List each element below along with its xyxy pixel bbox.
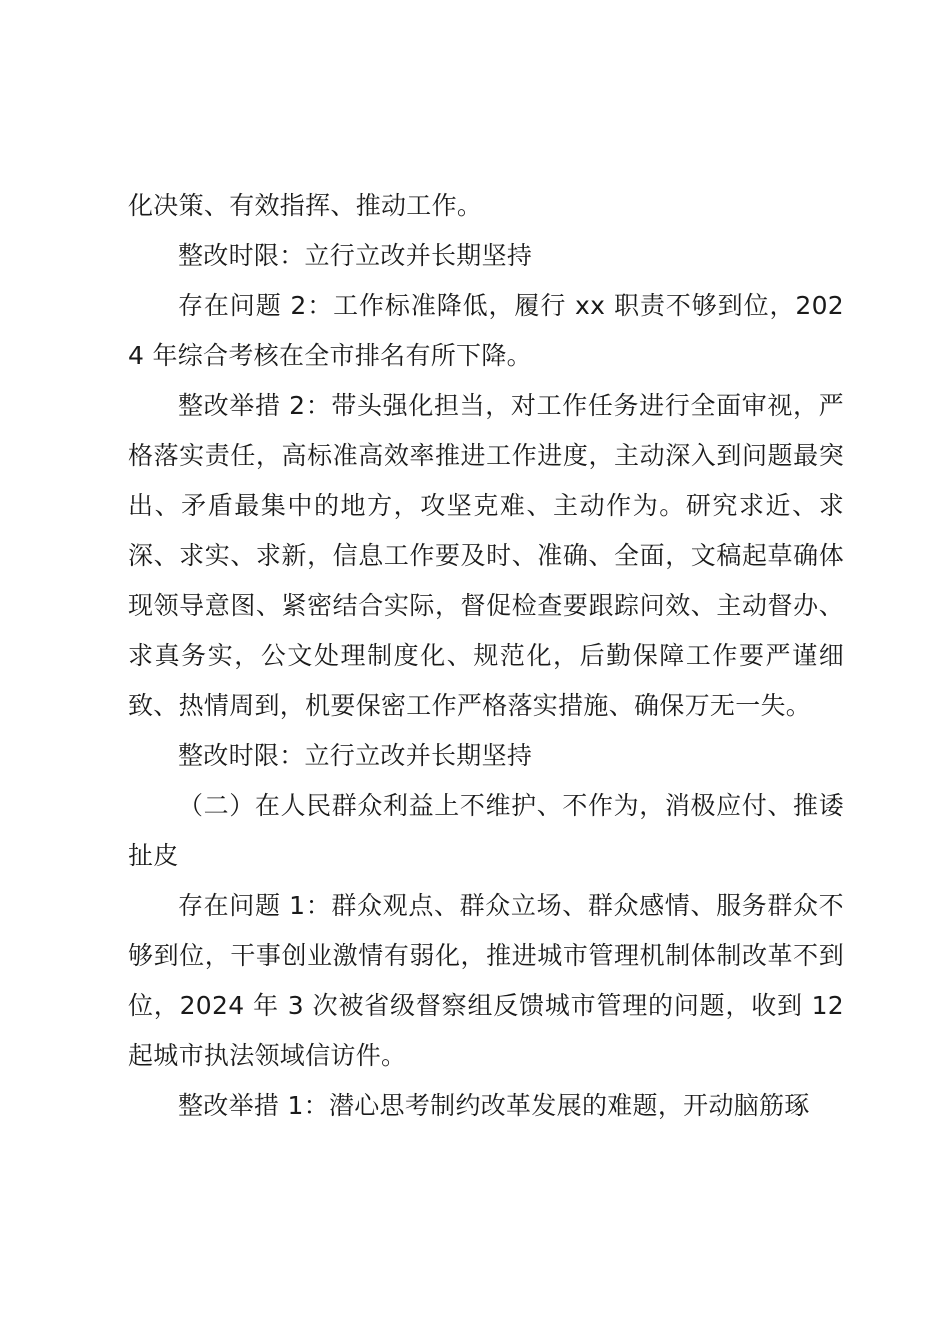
paragraph-problem-2: 存在问题 2：工作标准降低，履行 xx 职责不够到位，2024 年综合考核在全市排名有所下降。 (128, 291, 844, 370)
section-heading-2: （二）在人民群众利益上不维护、不作为，消极应付、推诿扯皮 (128, 791, 844, 870)
paragraph-deadline-2: 整改时限：立行立改并长期坚持 (178, 741, 533, 770)
document-body (128, 181, 844, 1131)
paragraph-deadline-1: 整改时限：立行立改并长期坚持 (178, 241, 533, 270)
paragraph-continuation: 化决策、有效指挥、推动工作。 (128, 191, 483, 220)
paragraph-problem-1: 存在问题 1：群众观点、群众立场、群众感情、服务群众不够到位，干事创业激情有弱化，推进城市管理机制体制改革不到位，2024 年 3 次被省级督察组反馈城市管理的问题，收到 12 起城市执法领域信访件。 (128, 891, 844, 1070)
paragraph-measure-1: 整改举措 1：潜心思考制约改革发展的难题，开动脑筋琢 (178, 1091, 810, 1120)
paragraph-measure-2: 整改举措 2：带头强化担当，对工作任务进行全面审视，严格落实责任，高标准高效率推进工作进度，主动深入到问题最突出、矛盾最集中的地方，攻坚克难、主动作为。研究求近、求深、求实、求新，信息工作要及时、准确、全面，文稿起草确体现领导意图、紧密结合实际，督促检查要跟踪问效、主动督办、求真务实，公文处理制度化、规范化，后勤保障工作要严谨细致、热情周到，机要保密工作严格落实措施、确保万无一失。 (128, 391, 844, 720)
